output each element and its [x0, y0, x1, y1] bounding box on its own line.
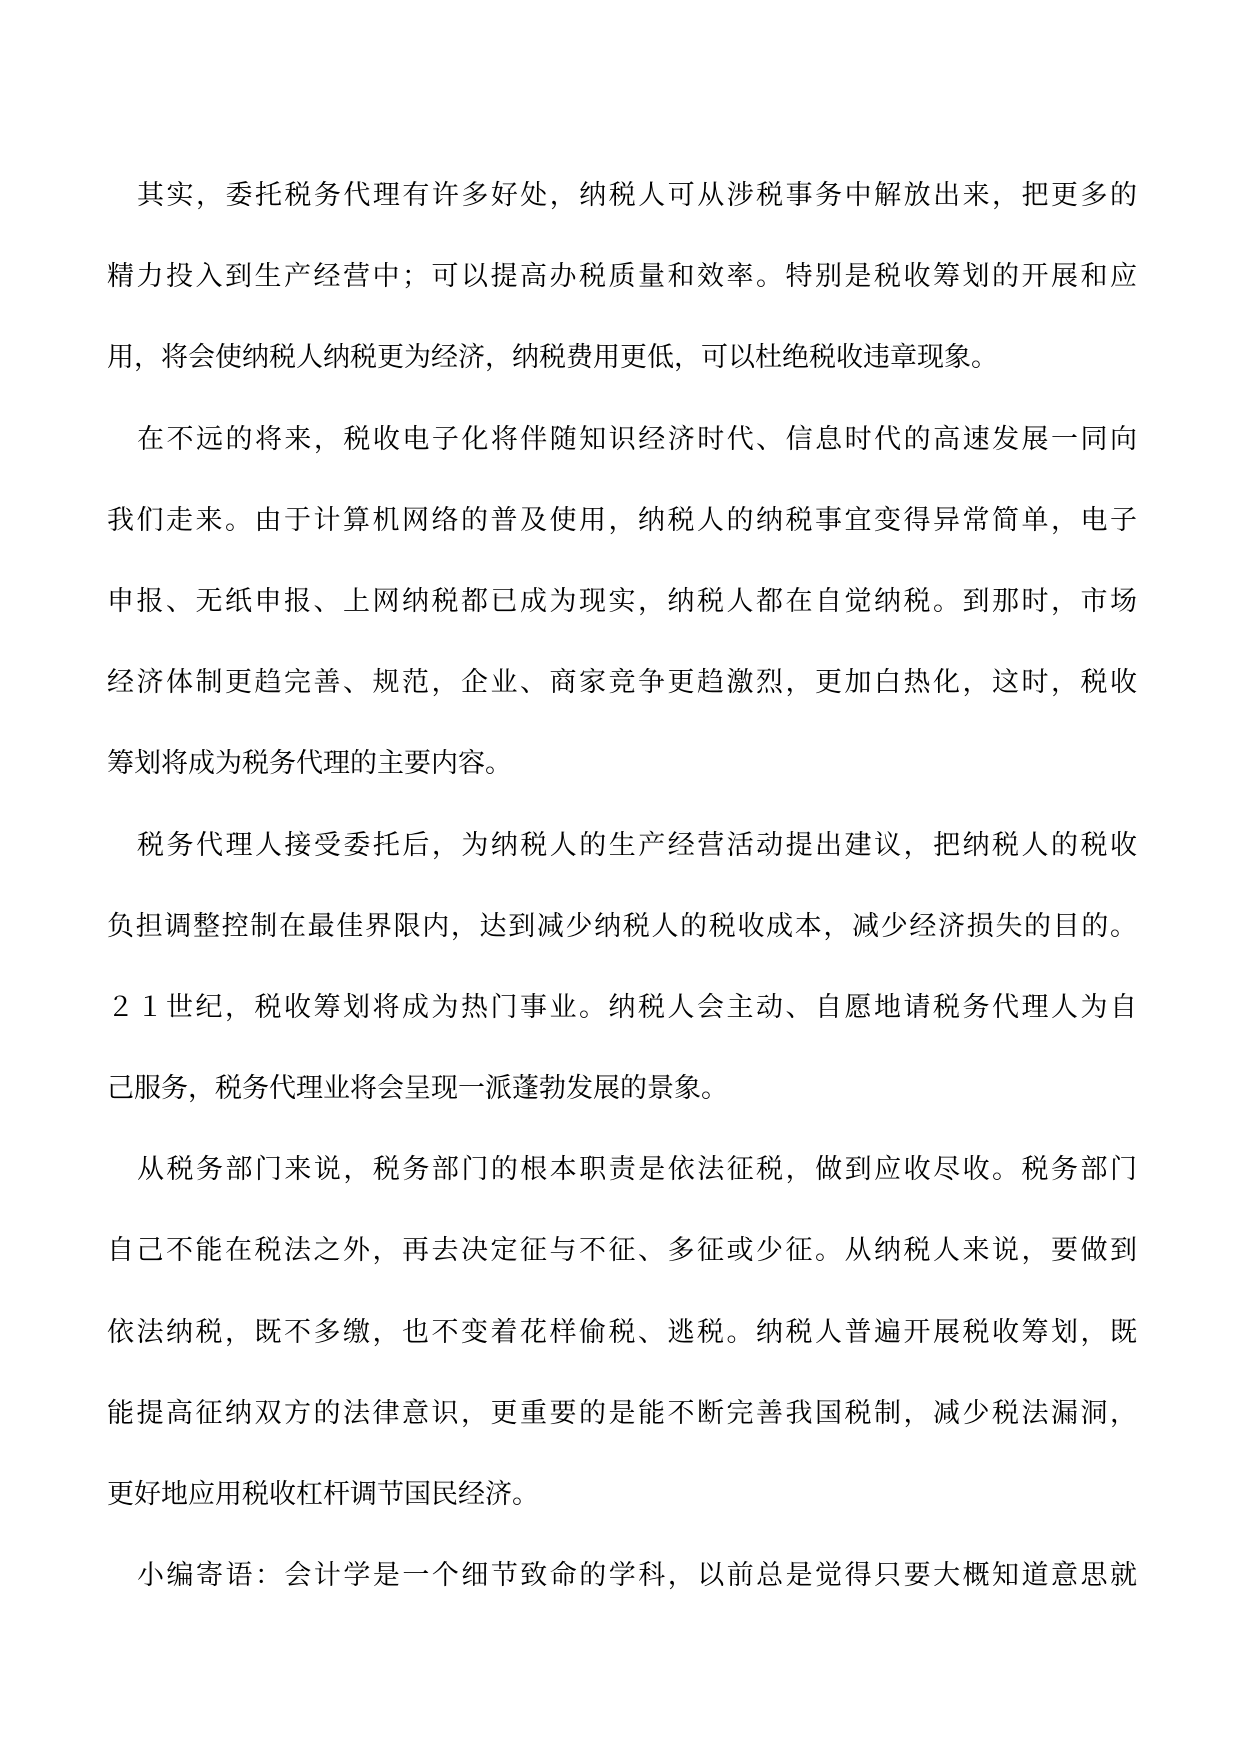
paragraph-5 — [107, 1535, 1137, 1616]
text-line: 经济体制更趋完善、规范，企业、商家竞争更趋激烈，更加白热化，这时，税收 — [107, 667, 1137, 699]
text-line: 税务代理人接受委托后，为纳税人的生产经营活动提出建议，把纳税人的税收 — [137, 829, 1137, 861]
text-line: ２１世纪，税收筹划将成为热门事业。纳税人会主动、自愿地请税务代理人为自 — [107, 991, 1137, 1023]
text-line: 从税务部门来说，税务部门的根本职责是依法征税，做到应收尽收。税务部门 — [137, 1154, 1137, 1186]
text-line: 在不远的将来，税收电子化将伴随知识经济时代、信息时代的高速发展一同向 — [137, 423, 1137, 455]
text-line: 用，将会使纳税人纳税更为经济，纳税费用更低，可以杜绝税收违章现象。 — [107, 342, 998, 374]
document-body — [107, 155, 1137, 1616]
text-line: 精力投入到生产经营中；可以提高办税质量和效率。特别是税收筹划的开展和应 — [107, 261, 1137, 293]
text-line: 小编寄语：会计学是一个细节致命的学科，以前总是觉得只要大概知道意思就 — [137, 1560, 1137, 1592]
text-line: 负担调整控制在最佳界限内，达到减少纳税人的税收成本，减少经济损失的目的。 — [107, 910, 1137, 942]
text-line: 我们走来。由于计算机网络的普及使用，纳税人的纳税事宜变得异常简单，电子 — [107, 504, 1137, 536]
text-line: 己服务，税务代理业将会呈现一派蓬勃发展的景象。 — [107, 1073, 728, 1105]
text-line: 依法纳税，既不多缴，也不变着花样偷税、逃税。纳税人普遍开展税收筹划，既 — [107, 1316, 1137, 1348]
paragraph-2 — [107, 399, 1137, 805]
paragraph-3 — [107, 805, 1137, 1130]
text-line: 筹划将成为税务代理的主要内容。 — [107, 748, 512, 780]
text-line: 自己不能在税法之外，再去决定征与不征、多征或少征。从纳税人来说，要做到 — [107, 1235, 1137, 1267]
text-line: 能提高征纳双方的法律意识，更重要的是能不断完善我国税制，减少税法漏洞， — [107, 1397, 1137, 1429]
paragraph-1 — [107, 155, 1137, 399]
text-line: 其实，委托税务代理有许多好处，纳税人可从涉税事务中解放出来，把更多的 — [137, 180, 1137, 211]
text-line: 申报、无纸申报、上网纳税都已成为现实，纳税人都在自觉纳税。到那时，市场 — [107, 585, 1137, 617]
text-line: 更好地应用税收杠杆调节国民经济。 — [107, 1479, 539, 1510]
paragraph-4 — [107, 1129, 1137, 1535]
